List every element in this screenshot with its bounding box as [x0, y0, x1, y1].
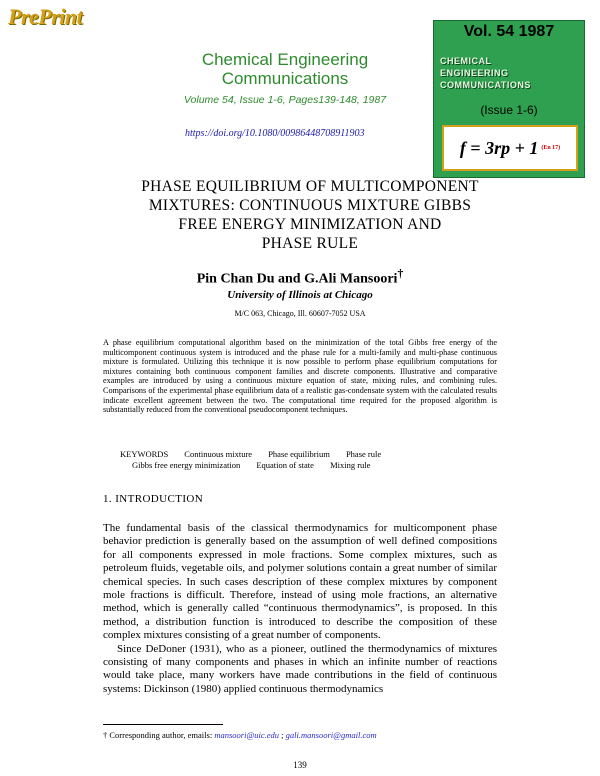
- journal-title: [150, 50, 420, 88]
- keyword: Continuous mixture: [184, 449, 253, 459]
- footnote: [103, 730, 523, 740]
- footnote-divider: [103, 724, 223, 725]
- email-link-gmail[interactable]: gali.mansoori@gmail.com: [285, 730, 377, 740]
- cover-formula-box: [442, 125, 578, 171]
- preprint-logo-text: PrePrint: [8, 4, 83, 29]
- footnote-separator: ;: [279, 730, 286, 740]
- paragraph: The fundamental basis of the classical thermodynamics for multicomponent phase behavior prediction is generally based on the assumption of well defined compositions for all components expressed in mole fractions. Some complex mixtures, such as petroleum fluids, vegetable oils, and polymer solutions contain a great number of similar chemical species. In such cases description of these complex mixtures by component mole fractions is difficult. Therefore, instead of using mole fractions, an alternative method, which is generally called “continuous thermodynamics”, is proposed. In this method, a distribution function is introduced to describe the composition of these complex mixtures consisting of a great number of components.: [103, 522, 497, 642]
- abstract: A phase equilibrium computational algorithm based on the minimization of the total Gibbs free energy of the multicomponent continuous system is introduced and the phase rule for a multi-family and multi-phase continuous mixture is formulated. Utilizing this technique it is now possible to perform phase equilibrium computations for mixtures containing both continuous component families and discrete components. Illustrative and comparative examples are introduced by using a continuous mixture equation of state, mixing rules, and combining rules. Comparisons of the experimental phase equilibrium data of a realistic gas-condensate system with the calculated results indicate excellent agreement between the two. The computational time required for the proposed algorithm is substantially reduced from the conventional pseudocomponent techniques.: [103, 338, 497, 415]
- address: M/C 063, Chicago, Ill. 60607-7052 USA: [234, 309, 366, 318]
- paper-title-line4: PHASE RULE: [261, 235, 359, 252]
- keywords-label: KEYWORDS: [120, 449, 169, 459]
- journal-cover: [433, 20, 585, 178]
- paper-title: [100, 177, 520, 253]
- paper-title-line3: FREE ENERGY MINIMIZATION AND: [178, 216, 442, 233]
- cover-issue: (Issue 1-6): [480, 103, 538, 117]
- keyword: Mixing rule: [330, 460, 371, 470]
- email-link-uic[interactable]: mansoori@uic.edu: [214, 730, 280, 740]
- cover-name-line3: COMMUNICATIONS: [440, 80, 531, 90]
- cover-journal-name: [440, 55, 580, 91]
- cover-name-line2: ENGINEERING: [440, 68, 509, 78]
- journal-title-line2: Communications: [221, 69, 349, 88]
- journal-issue-info: Volume 54, Issue 1-6, Pages139-148, 1987: [183, 94, 387, 106]
- affiliation: University of Illinois at Chicago: [227, 289, 373, 301]
- cover-volume: Vol. 54 1987: [434, 23, 584, 41]
- cover-formula: f = 3rp + 1: [459, 137, 539, 158]
- keywords-row-2: [120, 460, 500, 471]
- keyword: Phase rule: [345, 449, 382, 459]
- paragraph: Since DeDoner (1931), who as a pioneer, outlined the thermodynamics of mixtures consisting of many components and phases in which an infinite number of reactions would take place, many workers have made contributions in the field of continuous systems: Dickinson (1980) applied continuous thermodynamics: [103, 642, 497, 695]
- section-heading-introduction: 1. INTRODUCTION: [103, 493, 204, 505]
- preprint-logo: [8, 4, 128, 34]
- author-names: Pin Chan Du and G.Ali Mansoori: [196, 271, 398, 287]
- author-footnote-mark: †: [397, 267, 404, 280]
- paper-title-line1: PHASE EQUILIBRIUM OF MULTICOMPONENT: [141, 178, 479, 195]
- authors: [150, 267, 450, 288]
- journal-title-line1: Chemical Engineering: [201, 50, 369, 69]
- cover-formula-note: (En 17): [541, 145, 561, 151]
- keywords-row-1: [120, 449, 500, 460]
- body-text: [103, 522, 497, 696]
- keyword: Equation of state: [256, 460, 314, 470]
- keyword: Gibbs free energy minimization: [132, 460, 241, 470]
- cover-name-line1: CHEMICAL: [440, 56, 492, 66]
- footnote-prefix: † Corresponding author, emails:: [103, 730, 215, 740]
- doi-link[interactable]: https://doi.org/10.1080/00986448708911903: [185, 128, 365, 139]
- keyword: Phase equilibrium: [268, 449, 330, 459]
- keywords: [120, 449, 500, 471]
- page-number: 139: [293, 760, 307, 770]
- paper-title-line2: MIXTURES: CONTINUOUS MIXTURE GIBBS: [148, 197, 472, 214]
